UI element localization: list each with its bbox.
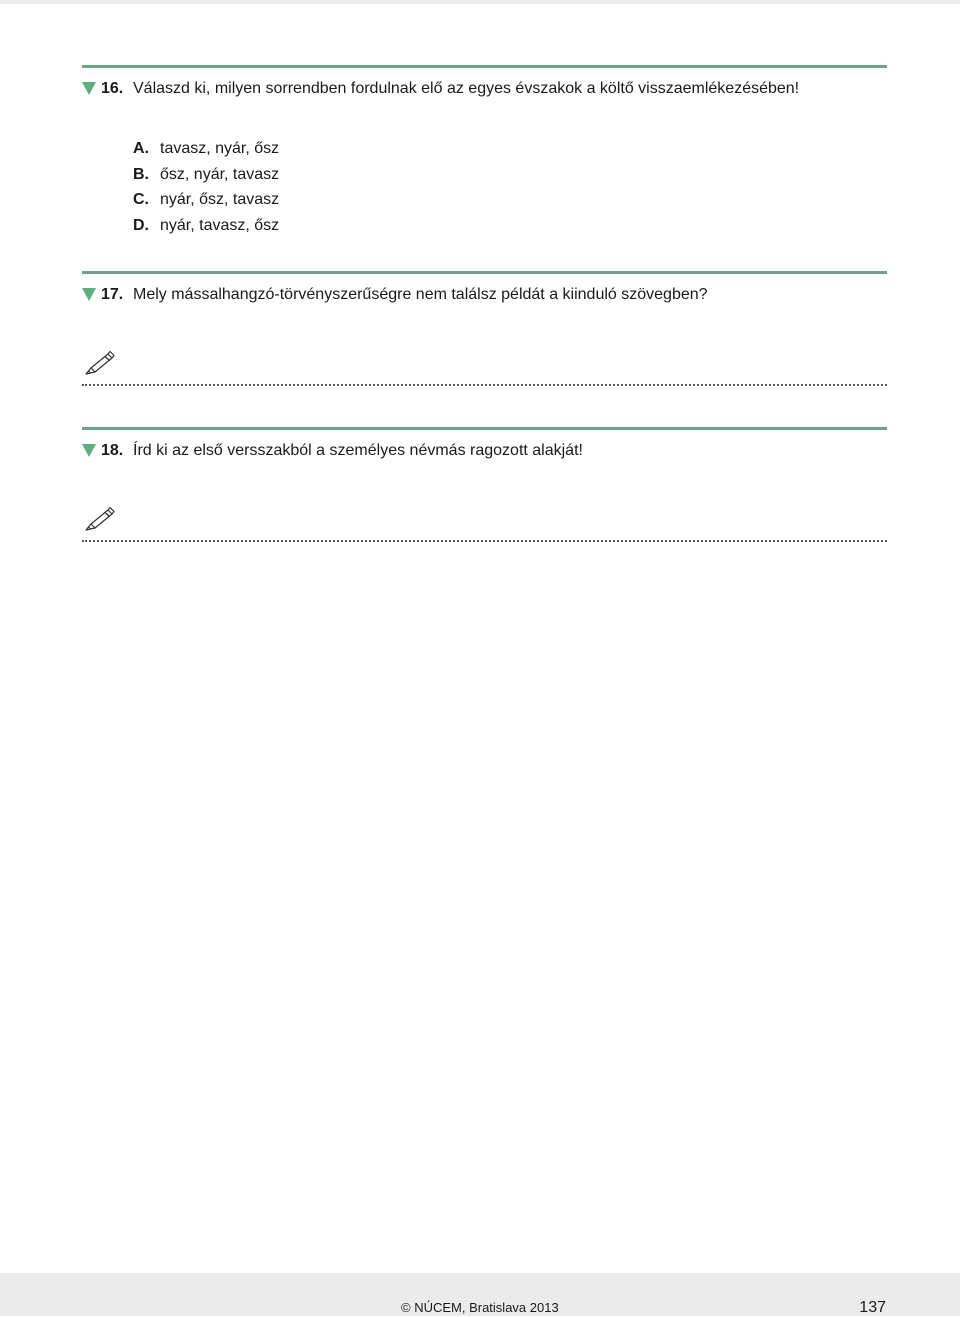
triangle-down-icon (82, 82, 96, 95)
option-d[interactable] (133, 215, 279, 241)
question-header (82, 440, 887, 462)
option-a[interactable] (133, 138, 279, 164)
option-c[interactable] (133, 189, 279, 215)
question-17 (82, 271, 887, 306)
pen-icon (82, 348, 116, 376)
answer-line-17[interactable] (82, 346, 887, 386)
triangle-down-icon (82, 444, 96, 457)
question-16 (82, 65, 887, 100)
answer-dotted-line (82, 384, 887, 386)
question-header (82, 284, 887, 306)
option-b[interactable] (133, 164, 279, 190)
option-text: nyár, tavasz, ősz (160, 216, 280, 234)
question-18 (82, 427, 887, 462)
triangle-down-icon (82, 288, 96, 301)
option-letter: D. (133, 216, 149, 234)
option-text: ősz, nyár, tavasz (160, 165, 280, 183)
question-header (82, 78, 887, 100)
question-rule (82, 271, 887, 274)
question-text: Írd ki az első versszakból a személyes névmás ragozott alakját! (133, 442, 583, 459)
copyright-text: © NÚCEM, Bratislava 2013 (401, 1300, 559, 1315)
pen-icon (82, 504, 116, 532)
page-footer (0, 1273, 960, 1316)
question-number: 16. (101, 80, 124, 97)
question-rule (82, 427, 887, 430)
option-letter: A. (133, 140, 149, 157)
answer-dotted-line (82, 540, 887, 542)
top-strip (0, 0, 960, 4)
question-number: 18. (101, 442, 124, 459)
option-letter: C. (133, 191, 149, 209)
question-rule (82, 65, 887, 68)
answer-line-18[interactable] (82, 502, 887, 542)
page-number: 137 (859, 1299, 886, 1316)
option-letter: B. (133, 165, 149, 183)
option-text: tavasz, nyár, ősz (160, 140, 280, 157)
answer-options (133, 138, 279, 240)
question-text: Válaszd ki, milyen sorrendben fordulnak elő az egyes évszakok a költő visszaemlékezésében! (133, 80, 800, 97)
question-text: Mely mássalhangzó-törvényszerűségre nem találsz példát a kiinduló szövegben? (133, 286, 708, 303)
option-text: nyár, ősz, tavasz (160, 191, 280, 209)
question-number: 17. (101, 286, 124, 303)
